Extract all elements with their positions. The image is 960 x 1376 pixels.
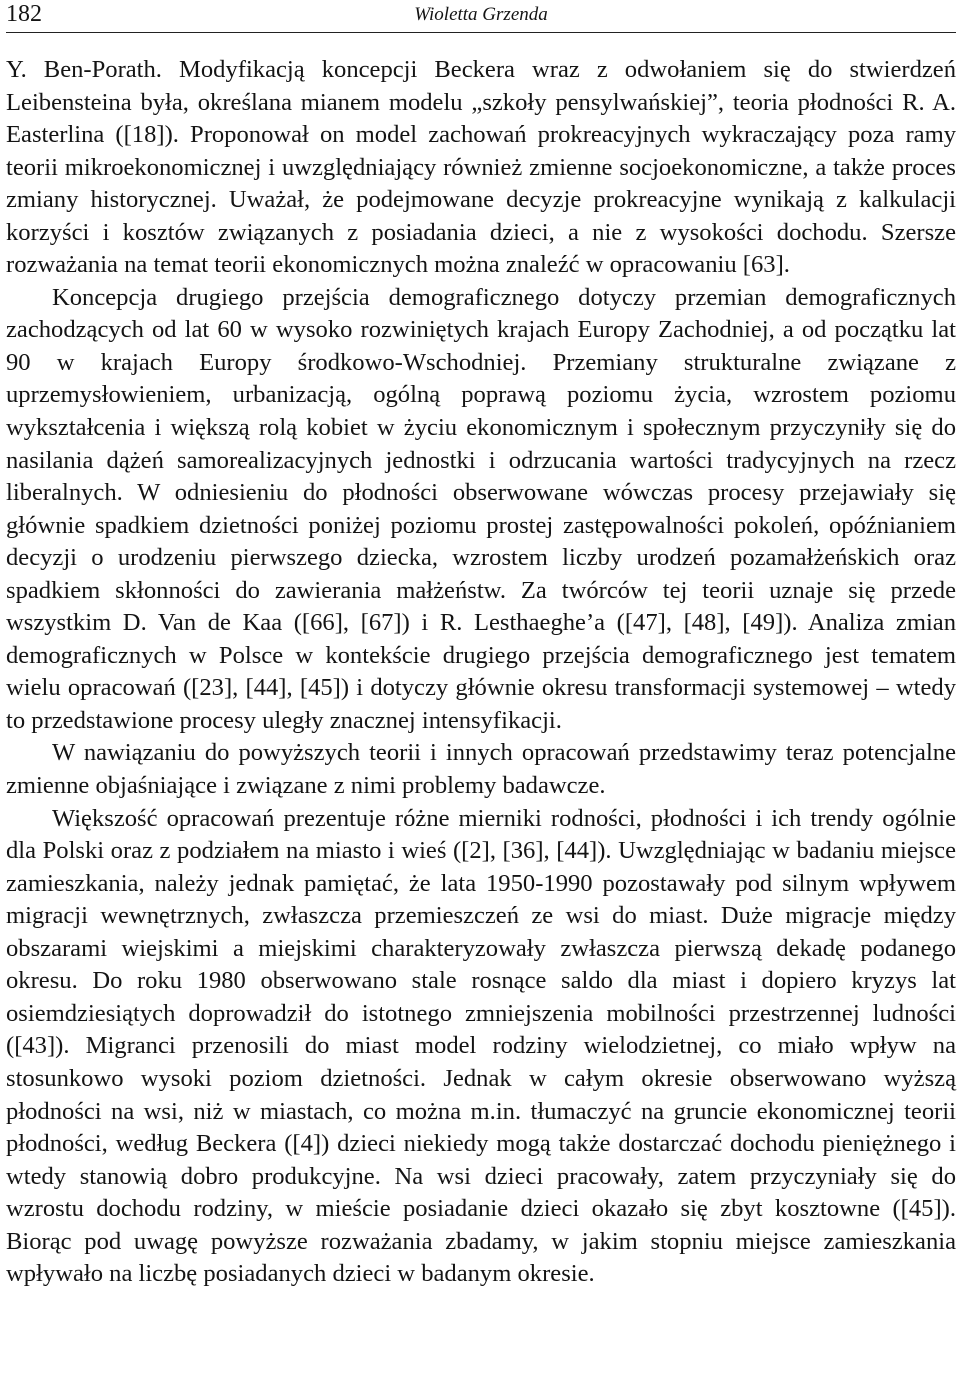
body-text — [6, 54, 956, 1291]
paragraph-second-demographic-transition: Koncepcja drugiego przejścia demograficznego dotyczy przemian demograficznych zachodzących od lat 60 w wysoko rozwiniętych krajach Europy Zachodniej, a od początku lat 90 w krajach Europy środkowo-Wschodniej. Przemiany strukturalne związane z uprzemysłowieniem, urbanizacją, ogólną poprawą poziomu życia, wzrostem poziomu wykształcenia i większą rolą kobiet w życiu ekonomicznym i społecznym przyczyniły się do nasilania dążeń samorealizacyjnych jednostki i odrzucania wartości tradycyjnych na rzecz liberalnych. W odniesieniu do płodności obserwowane wówczas procesy przejawiały się głównie spadkiem dzietności poniżej poziomu prostej zastępowalności pokoleń, opóźnianiem decyzji o urodzeniu pierwszego dziecka, wzrostem liczby urodzeń pozamałżeńskich oraz spadkiem skłonności do zawierania małżeństw. Za twórców tej teorii uznaje się przede wszystkim D. Van de Kaa ([66], [67]) i R. Lesthaeghe’a ([47], [48], [49]). Analiza zmian demograficznych w Polsce w kontekście drugiego przejścia demograficznego jest tematem wielu opracowań ([23], [44], [45]) i dotyczy głównie okresu transformacji systemowej – wtedy to przedstawione procesy uległy znacznej intensyfikacji. — [6, 283, 956, 734]
running-head-author: Wioletta Grzenda — [414, 4, 548, 25]
page-number: 182 — [6, 1, 42, 27]
page-header — [6, 0, 956, 33]
paragraph-continuation: Y. Ben-Porath. Modyfikacją koncepcji Beckera wraz z odwołaniem się do stwierdzeń Leibensteina była, określana mianem modelu „szkoły pensylwańskiej”, teoria płodności R. A. Easterlina ([18]). Proponował on model zachowań prokreacyjnych wykraczający poza ramy teorii mikroekonomicznej i uwzględniający również zmienne socjoekonomiczne, a także proces zmiany historycznej. Uważał, że podejmowane decyzje prokreacyjne wynikają z kalkulacji korzyści i kosztów związanych z posiadania dzieci, a nie z wysokości dochodu. Szersze rozważania na temat teorii ekonomicznych można znaleźć w opracowaniu [63]. — [6, 56, 956, 279]
paragraph-research-intro: W nawiązaniu do powyższych teorii i innych opracowań przedstawimy teraz potencjalne zmienne objaśniające i związane z nimi problemy badawcze. — [6, 739, 956, 800]
paragraph-place-of-residence: Większość opracowań prezentuje różne mierniki rodności, płodności i ich trendy ogólnie dla Polski oraz z podziałem na miasto i wieś ([2], [36], [44]). Uwzględniając w badaniu miejsce zamieszkania, należy jednak pamiętać, że lata 1950-1990 pozostawały pod silnym wpływem migracji wewnętrznych, zwłaszcza przemieszczeń ze wsi do miast. Duże migracje między obszarami wiejskimi a miejskimi charakteryzowały zwłaszcza pierwszą dekadę podanego okresu. Do roku 1980 obserwowano stale rosnące saldo dla miast i dopiero kryzys lat osiemdziesiątych doprowadził do istotnego zmniejszenia mobilności przestrzennej ludności ([43]). Migranci przenosili do miast model rodziny wielodzietnej, co miało wpływ na stosunkowo wysoki poziom dzietności. Jednak w całym okresie obserwowano wyższą płodności na wsi, niż w miastach, co można m.in. tłumaczyć na gruncie ekonomicznej teorii płodności, według Beckera ([4]) dzieci niekiedy mogą także dostarczać dochodu pieniężnego i wtedy stanowią dobro produkcyjne. Na wsi dzieci pracowały, zatem przyczyniały się do wzrostu dochodu rodziny, w mieście posiadanie dzieci okazało się zbyt kosztowne ([45]). Biorąc pod uwagę powyższe rozważania zbadamy, w jakim stopniu miejsce zamieszkania wpływało na liczbę posiadanych dzieci w badanym okresie. — [6, 804, 956, 1288]
